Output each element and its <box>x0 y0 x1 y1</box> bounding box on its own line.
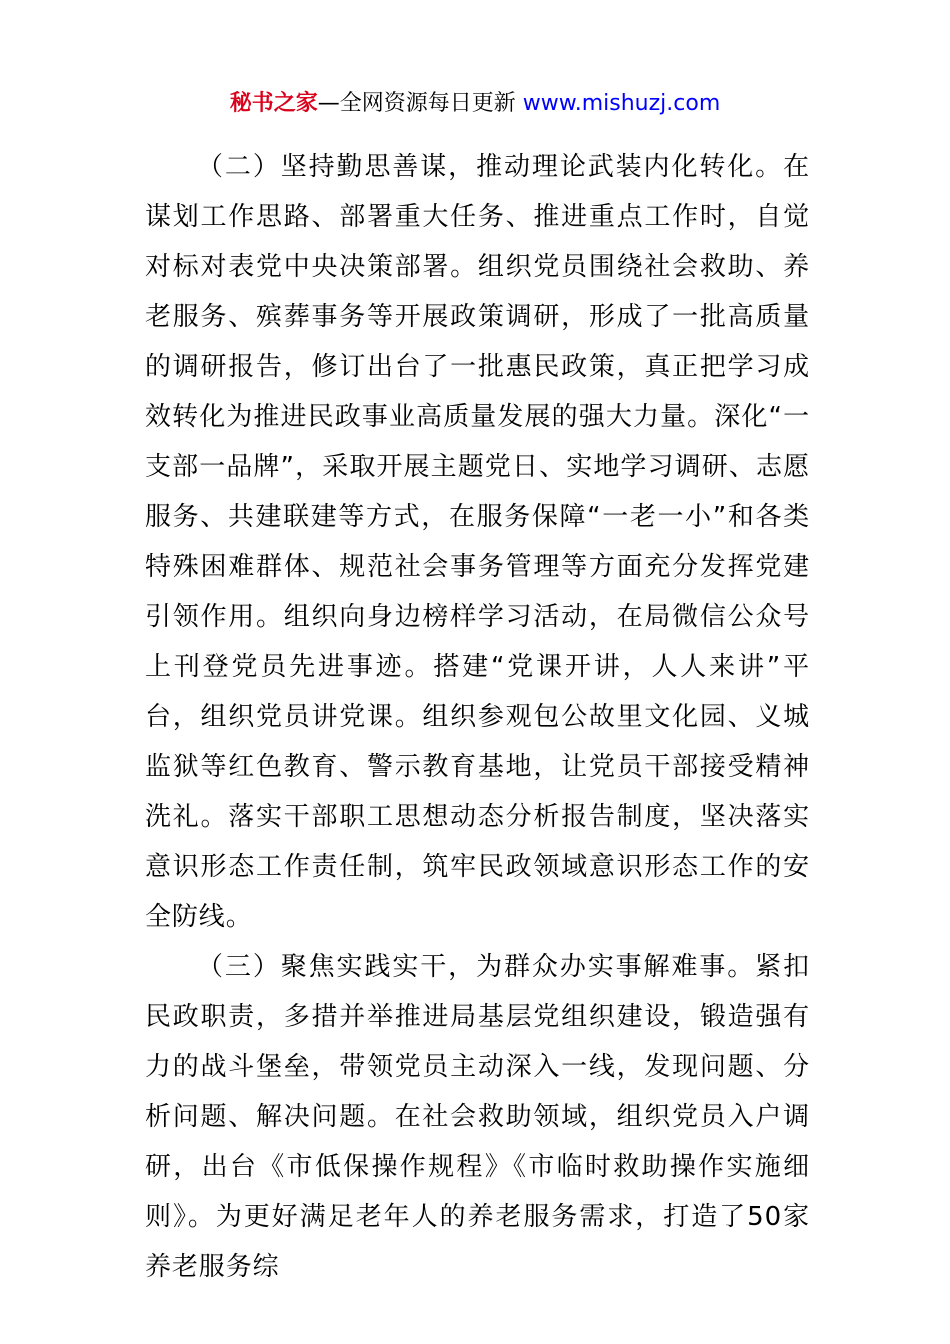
document-body <box>145 142 810 1292</box>
site-url-link[interactable]: www.mishuzj.com <box>522 91 721 116</box>
paragraph-2: （二）坚持勤思善谋，推动理论武装内化转化。在谋划工作思路、部署重大任务、推进重点工作时，自觉对标对表党中央决策部署。组织党员围绕社会救助、养老服务、殡葬事务等开展政策调研，形成了一批高质量的调研报告，修订出台了一批惠民政策，真正把学习成效转化为推进民政事业高质量发展的强大力量。深化“一支部一品牌”，采取开展主题党日、实地学习调研、志愿服务、共建联建等方式，在服务保障“一老一小”和各类特殊困难群体、规范社会事务管理等方面充分发挥党建引领作用。组织向身边榜样学习活动，在局微信公众号上刊登党员先进事迹。搭建“党课开讲，人人来讲”平台，组织党员讲党课。组织参观包公故里文化园、义城监狱等红色教育、警示教育基地，让党员干部接受精神洗礼。落实干部职工思想动态分析报告制度，坚决落实意识形态工作责任制，筑牢民政领域意识形态工作的安全防线。 <box>145 152 810 932</box>
site-header <box>0 88 950 120</box>
site-tagline: —全网资源每日更新 <box>317 91 523 116</box>
site-brand: 秘书之家 <box>229 91 318 116</box>
paragraph-3: （三）聚焦实践实干，为群众办实事解难事。紧扣民政职责，多措并举推进局基层党组织建设，锻造强有力的战斗堡垒，带领党员主动深入一线，发现问题、分析问题、解决问题。在社会救助领域，组织党员入户调研，出台《市低保操作规程》《市临时救助操作实施细则》。为更好满足老年人的养老服务需求，打造了50家养老服务综 <box>145 952 810 1282</box>
